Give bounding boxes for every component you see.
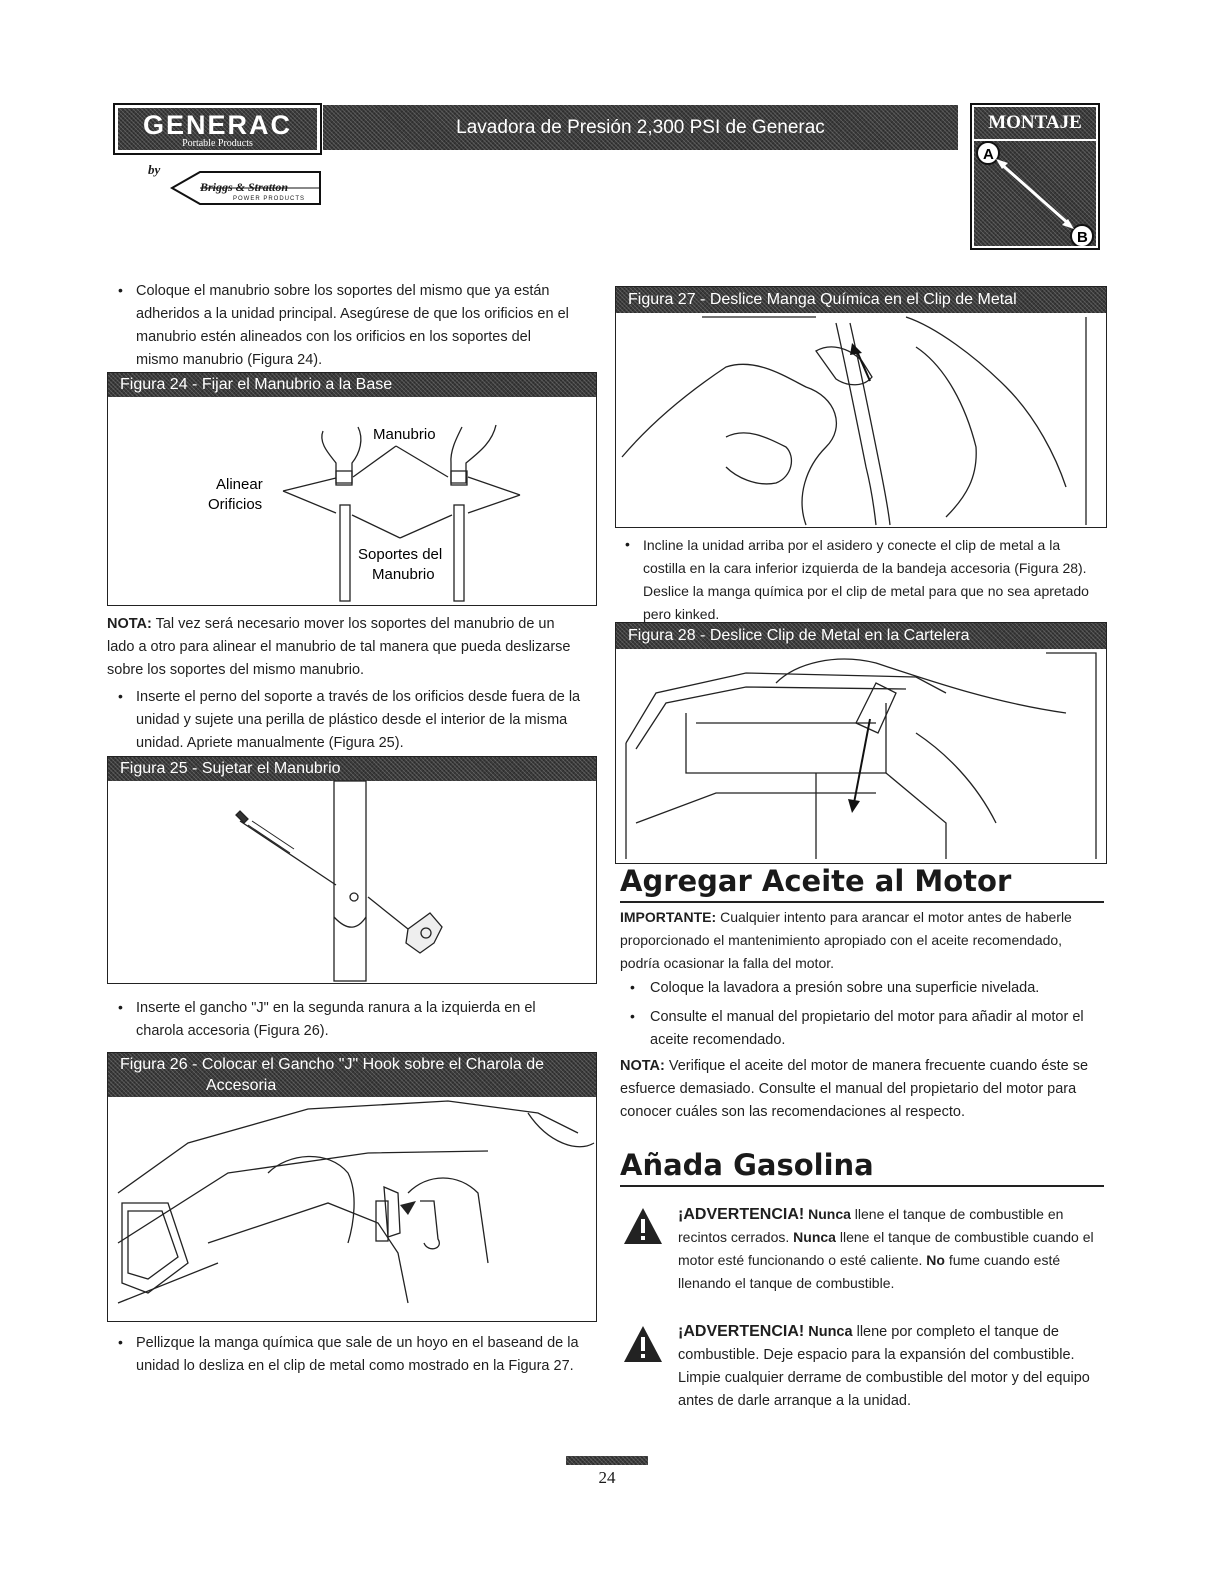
warning-2-label: ¡ADVERTENCIA! (678, 1323, 805, 1340)
figure-26-title-line-2: Accesoria (206, 1077, 277, 1094)
page-marker (566, 1456, 648, 1465)
bullet-icon: • (118, 999, 123, 1015)
figure-28 (615, 622, 1107, 864)
figure-25-drawing (108, 757, 596, 983)
paragraph-1: Coloque el manubrio sobre los soportes del mismo que ya están adheridos a la unidad principal. Asegúrese de que los orificios en el manubrio estén alineados con los orificios en los soportes del mismo manubrio (Figura 24). (136, 283, 569, 368)
nota-2-label: NOTA: (620, 1058, 665, 1074)
heading-rule (620, 1185, 1104, 1187)
warning-2 (678, 1320, 1106, 1413)
warning-1-text-1: llene el tanque de combustible en recintos cerrados. (678, 1206, 1064, 1245)
figure-26 (107, 1052, 597, 1322)
paragraph-5: Incline la unidad arriba por el asidero y conecte el clip de metal a la costilla en la cara inferior izquierda de la bandeja accesoria (Figura 28). Deslice la manga química por el clip de metal para que no sea apretado pero kinked. (643, 537, 1089, 622)
bullet-icon: • (118, 688, 123, 704)
bullet-1: Coloque la lavadora a presión sobre una superficie nivelada. (650, 980, 1040, 996)
warning-2-text: llene por completo el tanque de combustible. Deje espacio para la expansión del combustible. Limpie cualquier derrame de combustible del motor y del equipo antes de darle arranque a la unidad. (678, 1324, 1090, 1409)
nota-2-text: Verifique el aceite del motor de manera frecuente cuando éste se esfuerce demasiado. Consulte el manual del propietario del motor para conocer cuáles son las recomendaciones al respecto. (620, 1058, 1089, 1120)
figure-26-title-line-1: Figura 26 - Colocar el Gancho "J" Hook sobre el Charola de (120, 1056, 545, 1073)
figure-25-title: Figura 25 - Sujetar el Manubrio (108, 757, 596, 781)
figure-27 (615, 286, 1107, 528)
heading-rule (620, 901, 1104, 903)
a-to-b-icon (974, 141, 1096, 246)
nota-1-label: NOTA: (107, 616, 152, 632)
briggs-logo-sub: POWER PRODUCTS (233, 196, 306, 202)
label-orificios: Orificios (208, 496, 263, 513)
figure-28-title: Figura 28 - Deslice Clip de Metal en la Cartelera (616, 623, 1106, 649)
figure-28-drawing (616, 623, 1106, 863)
figure-24-drawing (108, 373, 596, 605)
warning-2-nunca: Nunca (808, 1324, 853, 1340)
label-manubrio-2: Manubrio (372, 566, 435, 583)
warning-1-text-3: fume cuando esté llenando el tanque de combustible. (678, 1252, 1061, 1291)
label-alinear: Alinear (216, 476, 263, 493)
bullet-icon: • (625, 536, 630, 552)
bullet-2: Consulte el manual del propietario del motor para añadir al motor el aceite recomendado. (650, 1009, 1084, 1048)
warning-1-nunca: Nunca (808, 1206, 851, 1222)
figure-26-drawing (108, 1053, 596, 1321)
document-title: Lavadora de Presión 2,300 PSI de Generac (456, 117, 825, 138)
importante-label: IMPORTANTE: (620, 909, 717, 925)
warning-triangle-icon (622, 1206, 664, 1246)
warning-1-nunca-2: Nunca (793, 1229, 836, 1245)
label-manubrio: Manubrio (373, 426, 436, 443)
bullet-icon: • (630, 979, 635, 995)
svg-text:A: A (983, 146, 994, 163)
warning-1-text-2: llene el tanque de combustible cuando el motor esté funcionando o esté caliente. (678, 1229, 1094, 1268)
svg-text:B: B (1077, 229, 1088, 246)
briggs-logo-text: Briggs & Stratton (200, 180, 289, 194)
nota-2 (620, 1055, 1104, 1124)
figure-27-drawing (616, 287, 1106, 527)
bullet-icon: • (118, 282, 123, 298)
bullet-icon: • (118, 1334, 123, 1350)
warning-1 (678, 1203, 1106, 1295)
heading-gasolina: Añada Gasolina (620, 1148, 874, 1182)
label-soportes: Soportes del (358, 546, 443, 563)
logo-word: GENERAC (142, 110, 292, 140)
generac-logo (113, 103, 322, 155)
nota-1-text: Tal vez será necesario mover los soportes del manubrio de un lado a otro para alinear el manubrio de tal manera que pueda deslizarse sobre los soportes del mismo manubrio. (107, 616, 571, 678)
importante (620, 906, 1100, 975)
figure-27-title: Figura 27 - Deslice Manga Química en el Clip de Metal (616, 287, 1106, 313)
figure-25 (107, 756, 597, 984)
paragraph-2: Inserte el perno del soporte a través de los orificios desde fuera de la unidad y sujete una perilla de plástico desde el interior de la misma unidad. Apriete manualmente (Figura 25). (136, 689, 581, 751)
figure-24 (107, 372, 597, 606)
warning-1-no: No (926, 1252, 945, 1268)
section-badge (970, 103, 1100, 250)
warning-triangle-icon (622, 1324, 664, 1364)
bullet-icon: • (630, 1008, 635, 1024)
warning-1-label: ¡ADVERTENCIA! (678, 1206, 805, 1223)
importante-text: Cualquier intento para arancar el motor antes de haberle proporcionado el mantenimiento apropiado con el aceite recomendado, podría ocasionar la falla del motor. (620, 909, 1072, 971)
figure-24-title: Figura 24 - Fijar el Manubrio a la Base (108, 373, 596, 397)
logo-by: by (148, 162, 161, 177)
nota-1 (107, 613, 585, 682)
logo-sub: Portable Products (182, 138, 253, 149)
header-title-bar (323, 105, 958, 150)
page-number: 24 (598, 1468, 616, 1487)
paragraph-3: Inserte el gancho "J" en la segunda ranura a la izquierda en el charola accesoria (Figura 26). (136, 1000, 536, 1039)
paragraph-4: Pellizque la manga química que sale de un hoyo en el baseand de la unidad lo desliza en el clip de metal como mostrado en la Figura 27. (136, 1335, 579, 1374)
heading-aceite: Agregar Aceite al Motor (620, 864, 1012, 898)
section-label: MONTAJE (974, 107, 1096, 139)
